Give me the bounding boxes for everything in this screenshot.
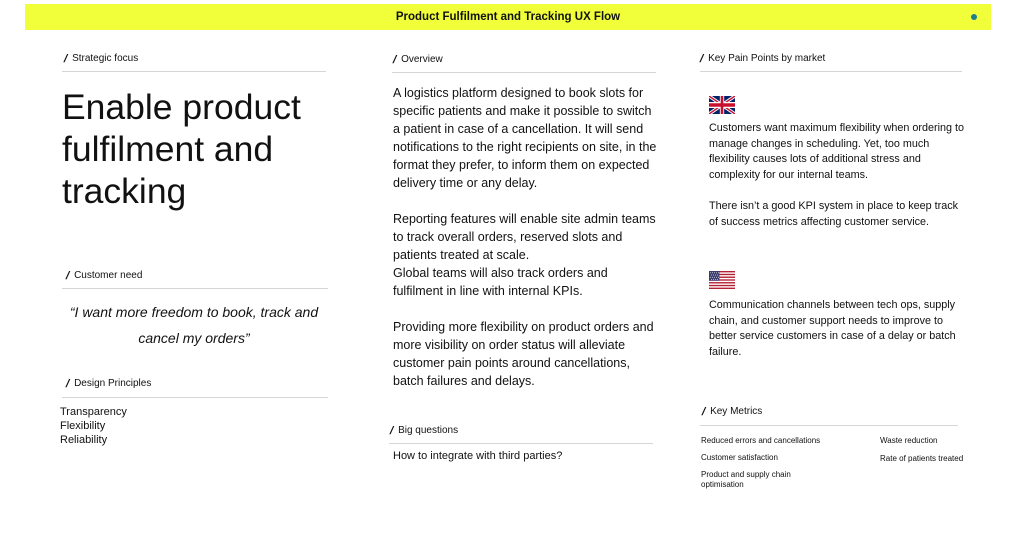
design-principles-list [60, 405, 127, 447]
list-item: Flexibility [60, 420, 106, 432]
uk-flag-icon [709, 96, 735, 114]
overview-paragraph: A logistics platform designed to book slots for specific patients and make it possible to switch a patient in case of a cancellation. It will send notifications to the right recipients on site, in the format they prefer, to inform them on expected delivery time or any delay. [393, 86, 657, 190]
big-questions-heading: / Big questions [388, 425, 459, 437]
list-item: Transparency [60, 406, 127, 418]
slash-icon: / [64, 378, 71, 390]
overview-text [393, 84, 661, 408]
metric-item: Product and supply chain optimisation [701, 470, 791, 489]
overview-paragraph: Global teams will also track orders and fulfilment in line with internal KPIs. [393, 266, 608, 298]
pain-point-text: Customers want maximum flexibility when ordering to manage changes in scheduling. Yet, too much flexibility causes lots of additional stress and complexity for our internal teams. [709, 122, 965, 181]
slash-icon: / [388, 425, 395, 437]
us-flag-icon [709, 271, 735, 289]
key-metrics-heading: / Key Metrics [700, 406, 763, 418]
pain-point-text: There isn’t a good KPI system in place to keep track of success metrics affecting customer service. [709, 200, 959, 228]
design-principles-heading: / Design Principles [64, 378, 152, 390]
divider [700, 425, 958, 426]
strategic-focus-title: Enable product fulfilment and tracking [62, 87, 301, 211]
overview-paragraph: Providing more flexibility on product orders and more visibility on order status will alleviate customer pain points around cancellations, batch failures and delays. [393, 320, 654, 388]
overview-heading: / Overview [391, 54, 443, 66]
uk-pain-points [709, 121, 965, 246]
overview-paragraph: Reporting features will enable site admin teams to track overall orders, reserved slots and patients treated at scale. [393, 212, 656, 262]
slash-icon: / [391, 54, 398, 66]
metric-item: Customer satisfaction [701, 453, 778, 462]
customer-need-quote: “I want more freedom to book, track and cancel my orders” [69, 304, 319, 346]
status-dot-icon [971, 14, 977, 20]
us-pain-points [709, 298, 965, 376]
metric-item: Waste reduction [880, 436, 938, 445]
divider [62, 71, 326, 72]
metric-item: Rate of patients treated [880, 454, 964, 463]
slash-icon: / [700, 406, 707, 418]
divider [62, 397, 328, 398]
divider [700, 71, 962, 72]
divider [389, 443, 653, 444]
divider [62, 288, 328, 289]
big-question-item: How to integrate with third parties? [393, 450, 563, 462]
strategic-focus-heading: / Strategic focus [62, 53, 139, 65]
divider [392, 72, 656, 73]
slash-icon: / [698, 53, 705, 65]
slash-icon: / [64, 270, 71, 282]
header-banner [25, 4, 991, 30]
customer-need-heading: / Customer need [64, 270, 143, 282]
list-item: Reliability [60, 434, 108, 446]
slash-icon: / [62, 53, 69, 65]
page-title: Product Fulfilment and Tracking UX Flow [395, 11, 621, 23]
metric-item: Reduced errors and cancellations [701, 436, 821, 445]
pain-point-text: Communication channels between tech ops, supply chain, and customer support needs to improve to better service customers in case of a delay or batch failure. [709, 299, 956, 358]
pain-points-heading: / Key Pain Points by market [698, 53, 826, 65]
